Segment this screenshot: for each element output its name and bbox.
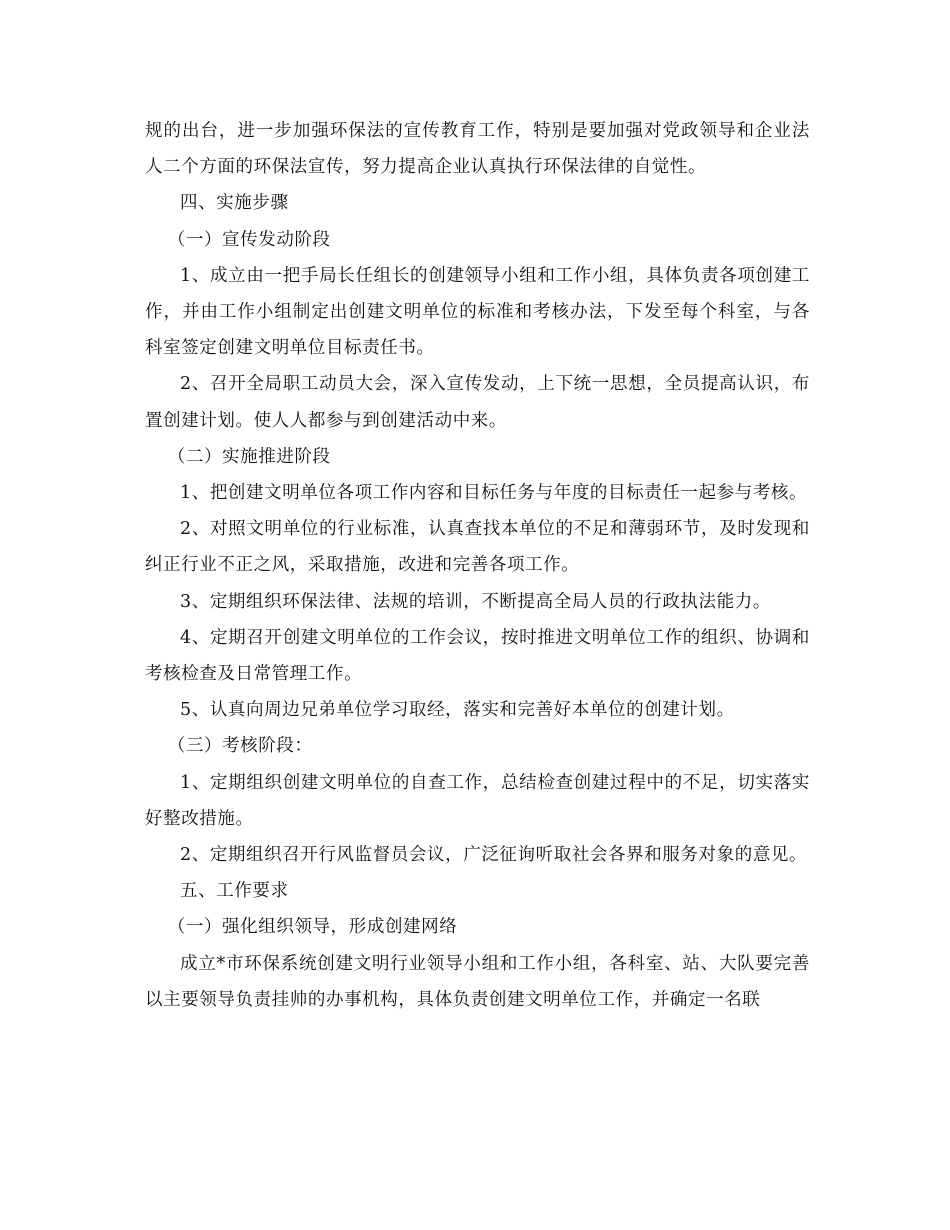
paragraph-item: 2、对照文明单位的行业标准，认真查找本单位的不足和薄弱环节，及时发现和纠正行业不正之风，采取措施，改进和完善各项工作。 (145, 519, 810, 576)
paragraph-item: 5、认真向周边兄弟单位学习取经，落实和完善好本单位的创建计划。 (180, 700, 735, 721)
subsection-heading-organization: （一）强化组织领导，形成创建网络 (167, 917, 458, 938)
paragraph-item: 1、成立由一把手局长任组长的创建领导小组和工作小组，具体负责各项创建工作，并由工作小组制定出创建文明单位的标准和考核办法，下发至每个科室，与各科室签定创建文明单位目标责任书。 (145, 265, 810, 359)
paragraph-item: 4、定期召开创建文明单位的工作会议，按时推进文明单位工作的组织、协调和考核检查及日常管理工作。 (145, 627, 810, 685)
subsection-heading-implementation-phase: （二）实施推进阶段 (167, 446, 331, 467)
subsection-heading-publicity-phase: （一）宣传发动阶段 (167, 229, 331, 250)
paragraph-item: 2、召开全局职工动员大会，深入宣传发动，上下统一思想，全员提高认识，布置创建计划。使人人都参与到创建活动中来。 (145, 374, 810, 431)
paragraph-item: 2、定期组织召开行风监督员会议，广泛征询听取社会各界和服务对象的意见。 (180, 845, 808, 866)
section-heading-implementation-steps: 四、实施步骤 (180, 193, 289, 214)
paragraph-item: 成立*市环保系统创建文明行业领导小组和工作小组，各科室、站、大队要完善以主要领导负责挂帅的办事机构，具体负责创建文明单位工作，并确定一名联 (145, 953, 810, 1010)
subsection-heading-assessment-phase: （三）考核阶段： (167, 736, 313, 757)
paragraph-item: 1、把创建文明单位各项工作内容和目标任务与年度的目标责任一起参与考核。 (180, 483, 808, 504)
paragraph-item: 1、定期组织创建文明单位的自查工作，总结检查创建过程中的不足，切实落实好整改措施。 (145, 772, 810, 829)
document-body (145, 113, 810, 1018)
paragraph-continuation: 规的出台，进一步加强环保法的宣传教育工作，特别是要加强对党政领导和企业法人二个方面的环保法宣传，努力提高企业认真执行环保法律的自觉性。 (145, 121, 810, 178)
paragraph-item: 3、定期组织环保法律、法规的培训，不断提高全局人员的行政执法能力。 (180, 591, 771, 612)
section-heading-work-requirements: 五、工作要求 (180, 881, 289, 902)
